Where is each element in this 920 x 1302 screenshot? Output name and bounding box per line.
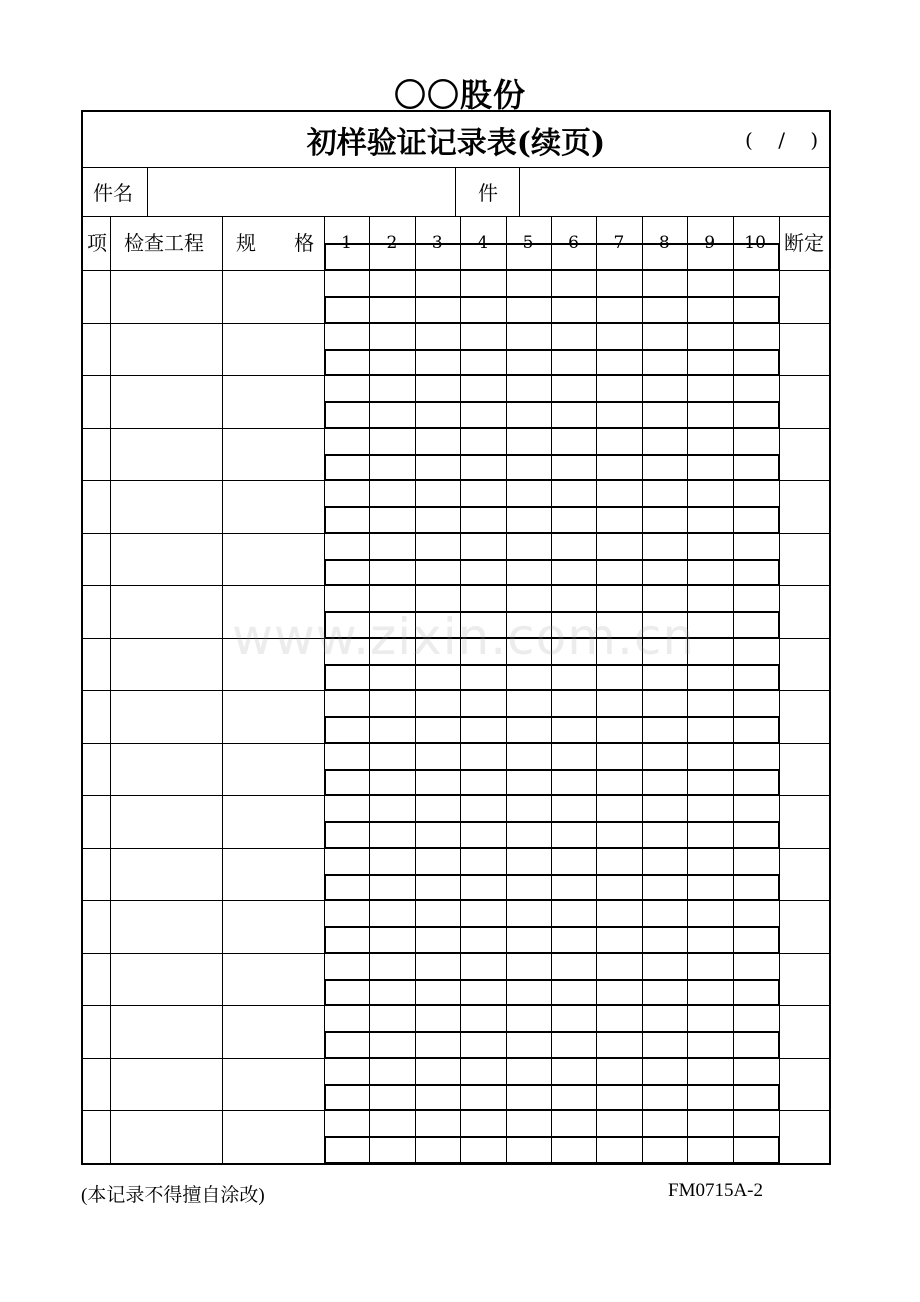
item-cell[interactable] [82,1111,109,1162]
judgement-cell[interactable] [780,1059,829,1110]
item-cell[interactable] [82,271,109,322]
check-item-cell[interactable] [111,691,221,742]
sample-row-box [324,874,780,901]
item-cell[interactable] [82,691,109,742]
judgement-cell[interactable] [780,1111,829,1162]
check-item-cell[interactable] [111,534,221,585]
item-cell[interactable] [82,534,109,585]
sample-row-box [324,769,780,796]
sample-row-box [324,454,780,481]
sample-number-8: 8 [658,233,670,253]
sample-row-box [324,1084,780,1111]
judgement-cell[interactable] [780,429,829,480]
item-cell[interactable] [82,639,109,690]
page-marker: ( / ) [745,128,819,152]
judgement-cell[interactable] [780,639,829,690]
form-code: FM0715A-2 [668,1180,764,1201]
part-name-label: 件名 [93,181,133,205]
sample-number-1: 1 [341,233,352,253]
check-item-cell[interactable] [111,1059,221,1110]
check-item-cell[interactable] [111,1111,221,1162]
check-item-cell[interactable] [111,796,221,847]
sample-number-4: 4 [477,233,489,253]
judgement-cell[interactable] [780,481,829,532]
spec-cell[interactable] [223,481,323,532]
spec-cell[interactable] [223,796,323,847]
spec-cell[interactable] [223,429,323,480]
sample-row-box [324,664,780,691]
item-cell[interactable] [82,849,109,900]
check-item-cell[interactable] [111,271,221,322]
sample-row-box [324,926,780,953]
check-item-cell[interactable] [111,376,221,427]
item-cell[interactable] [82,796,109,847]
check-item-cell[interactable] [111,429,221,480]
spec-cell[interactable] [223,324,323,375]
judgement-cell[interactable] [780,954,829,1005]
part-label: 件 [478,181,498,205]
sample-number-2: 2 [386,233,398,253]
footer-note: (本记录不得擅自涂改) [81,1185,265,1206]
spec-cell[interactable] [223,1059,323,1110]
spec-cell[interactable] [223,271,323,322]
check-item-cell[interactable] [111,901,221,952]
check-item-cell[interactable] [111,954,221,1005]
judgement-cell[interactable] [780,376,829,427]
item-cell[interactable] [82,586,109,637]
sample-row-box [324,821,780,848]
item-cell[interactable] [82,481,109,532]
sample-row-box [324,559,780,586]
form-title: 初样验证记录表(续页) [306,126,606,161]
sample-row-box [324,979,780,1006]
spec-cell[interactable] [223,901,323,952]
sample-row-box [324,349,780,376]
company-name: 〇〇股份 [393,76,526,114]
sample-row-box [324,506,780,533]
sample-number-6: 6 [568,233,579,253]
item-cell[interactable] [82,1006,109,1057]
col-item-header: 项 [87,231,107,255]
sample-row-box [324,401,780,428]
col-spec-header: 规 格 [236,231,315,255]
spec-cell[interactable] [223,1111,323,1162]
part-name-field[interactable] [148,168,455,216]
judgement-cell[interactable] [780,744,829,795]
check-item-cell[interactable] [111,586,221,637]
item-cell[interactable] [82,901,109,952]
sample-row-box [324,1031,780,1058]
item-cell[interactable] [82,376,109,427]
spec-cell[interactable] [223,744,323,795]
judgement-cell[interactable] [780,901,829,952]
item-cell[interactable] [82,429,109,480]
sample-number-7: 7 [613,233,625,253]
info-row-divider [81,216,831,217]
judgement-cell[interactable] [780,849,829,900]
judgement-cell[interactable] [780,534,829,585]
item-cell[interactable] [82,954,109,1005]
spec-cell[interactable] [223,1006,323,1057]
judgement-cell[interactable] [780,796,829,847]
check-item-cell[interactable] [111,481,221,532]
watermark: www.zixin.com.cn [232,608,696,666]
judgement-cell[interactable] [780,324,829,375]
check-item-cell[interactable] [111,639,221,690]
check-item-cell[interactable] [111,1006,221,1057]
item-cell[interactable] [82,1059,109,1110]
sample-row-box [324,1136,780,1163]
item-cell[interactable] [82,744,109,795]
spec-cell[interactable] [223,534,323,585]
judgement-cell[interactable] [780,271,829,322]
judgement-cell[interactable] [780,691,829,742]
sample-number-10: 10 [744,233,766,253]
spec-cell[interactable] [223,849,323,900]
sample-number-9: 9 [704,233,716,253]
col-judgement-header: 断定 [784,231,824,255]
col-check-item-header: 检查工程 [124,231,204,255]
check-item-cell[interactable] [111,744,221,795]
spec-cell[interactable] [223,954,323,1005]
sample-row-box [324,716,780,743]
sample-row-box [324,296,780,323]
part-label-divider-left [455,167,456,216]
judgement-cell[interactable] [780,586,829,637]
part-number-field[interactable] [520,168,829,216]
sample-header-box [324,243,780,271]
spec-cell[interactable] [223,691,323,742]
spec-cell[interactable] [223,376,323,427]
judgement-cell[interactable] [780,1006,829,1057]
item-cell[interactable] [82,324,109,375]
check-item-cell[interactable] [111,849,221,900]
sample-number-3: 3 [431,233,443,253]
sample-number-5: 5 [522,233,534,253]
check-item-cell[interactable] [111,324,221,375]
